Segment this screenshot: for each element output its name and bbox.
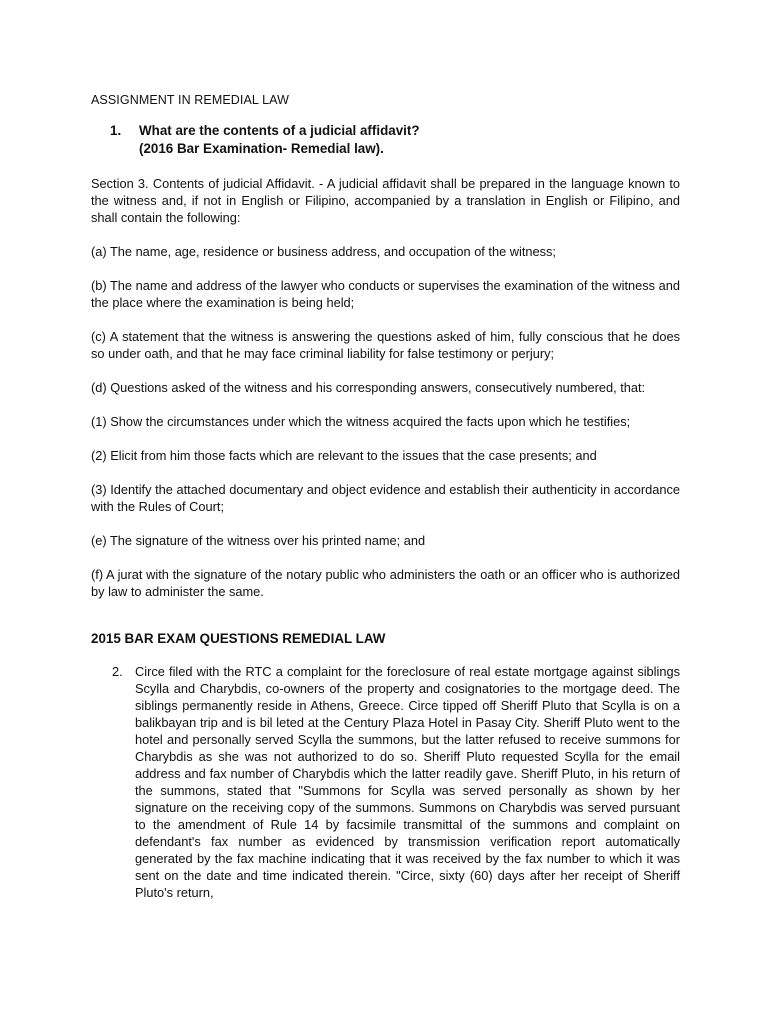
paragraph-e: (e) The signature of the witness over his printed name; and: [91, 533, 426, 548]
question-2-number: 2.: [112, 664, 123, 679]
question-1-line-1: What are the contents of a judicial affidavit?: [139, 123, 420, 138]
question-1: [91, 122, 680, 158]
question-1-number: 1.: [110, 123, 122, 138]
paragraph-f: (f) A jurat with the signature of the notary public who administers the oath or an officer who is authorized by law to administer the same.: [91, 567, 680, 599]
paragraph-a: (a) The name, age, residence or business address, and occupation of the witness;: [91, 244, 556, 259]
document-title: ASSIGNMENT IN REMEDIAL LAW: [91, 93, 290, 107]
paragraph-section-3: Section 3. Contents of judicial Affidavit. - A judicial affidavit shall be prepared in the language known to the witness and, if not in English or Filipino, accompanied by a translation in English or Filipino, and shall contain the following:: [91, 176, 680, 225]
section-heading: 2015 BAR EXAM QUESTIONS REMEDIAL LAW: [91, 631, 386, 646]
paragraph-d: (d) Questions asked of the witness and his corresponding answers, consecutively numbered, that:: [91, 380, 646, 395]
question-1-text: [139, 122, 680, 158]
paragraph-c: (c) A statement that the witness is answering the questions asked of him, fully conscious that he does so under oath, and that he may face criminal liability for false testimony or perjury;: [91, 329, 680, 361]
question-2-text: Circe filed with the RTC a complaint for the foreclosure of real estate mortgage against siblings Scylla and Charybdis, co-owners of the property and cosignatories to the mortgage deed. The siblings permanently reside in Athens, Greece. Circe tipped off Sheriff Pluto that Scylla is on a balikbayan trip and is bil leted at the Century Plaza Hotel in Pasay City. Sheriff Pluto went to the hotel and personally served Scylla the summons, but the latter refused to receive summons for Charybdis as she was not authorized to do so. Sheriff Pluto requested Scylla for the email address and fax number of Charybdis which the latter readily gave. Sheriff Pluto, in his return of the summons, stated that "Summons for Scylla was served personally as shown by her signature on the receiving copy of the summons. Summons on Charybdis was served pursuant to the amendment of Rule 14 by facsimile transmittal of the summons and complaint on defendant's fax number as evidenced by transmission verification report automatically generated by the fax machine indicating that it was received by the fax number to which it was sent on the date and time indicated therein. "Circe, sixty (60) days after her receipt of Sheriff Pluto's return,: [135, 664, 680, 900]
question-2: [91, 663, 680, 901]
paragraph-1: (1) Show the circumstances under which the witness acquired the facts upon which he testifies;: [91, 414, 631, 429]
paragraph-b: (b) The name and address of the lawyer who conducts or supervises the examination of the witness and the place where the examination is being held;: [91, 278, 680, 310]
paragraph-3: (3) Identify the attached documentary and object evidence and establish their authenticity in accordance with the Rules of Court;: [91, 482, 680, 514]
question-1-line-2: (2016 Bar Examination- Remedial law).: [139, 141, 384, 156]
paragraph-2: (2) Elicit from him those facts which are relevant to the issues that the case presents; and: [91, 448, 597, 463]
